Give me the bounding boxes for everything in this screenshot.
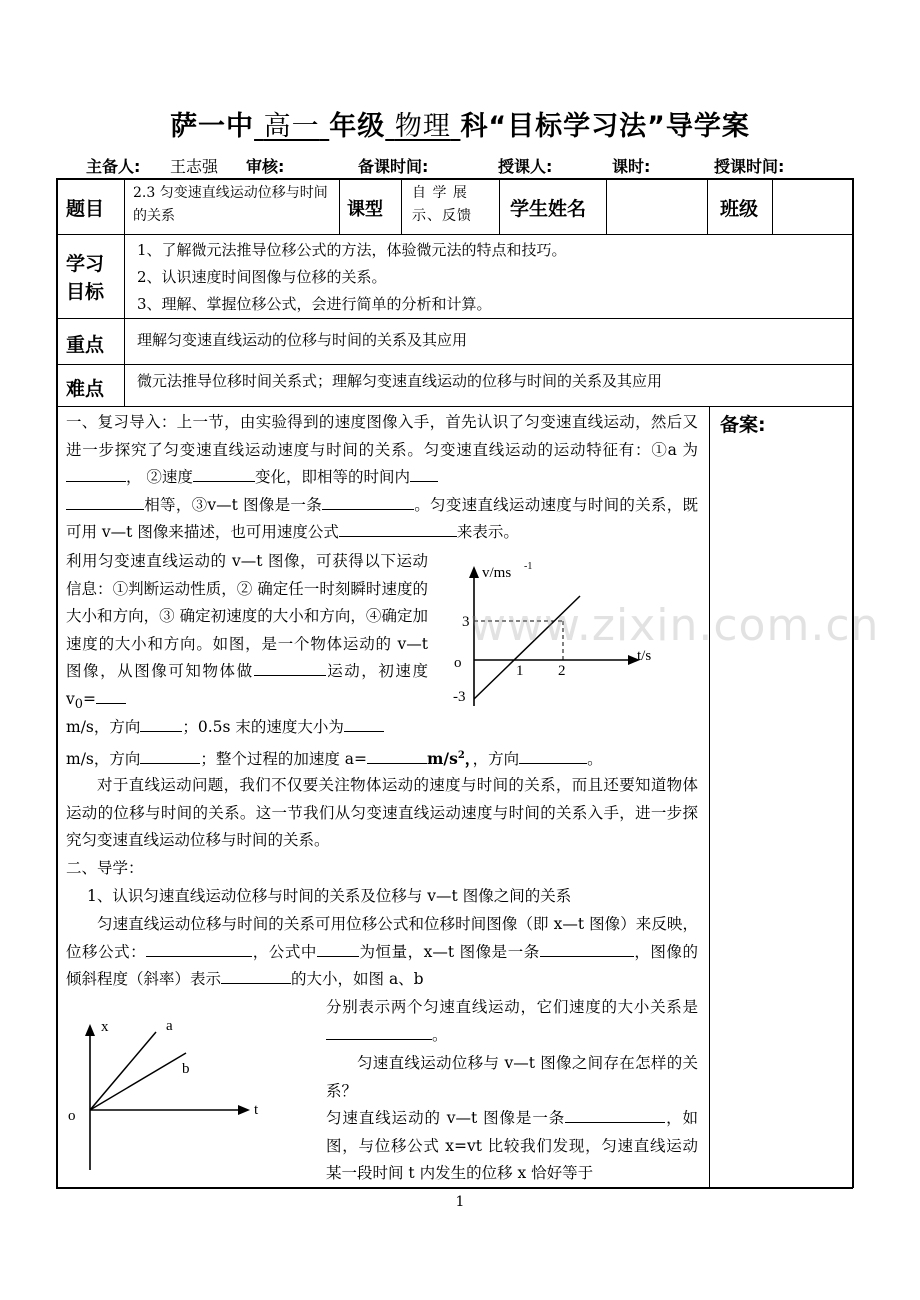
table-row-divider [56,364,853,365]
blank-line [367,749,427,764]
grade-suffix: 年级 [329,111,386,142]
blank-line [317,942,359,957]
table-row-divider [56,234,853,235]
topic-label: 题目 [66,198,105,220]
blank-line [519,749,587,764]
goals-label: 学习目标 [66,253,105,303]
topic-value: 2.3 匀变速直线运动位移与时间的关系 [133,185,328,224]
xt-y-label: x [101,1019,109,1035]
difficult-point-value: 微元法推导位移时间关系式；理解匀变速直线运动的位移与时间的关系及其应用 [137,372,663,390]
table-col-divider [606,178,607,235]
speed-compare-text [326,994,698,1049]
text-run: 一、复习导入：上一节，由实验得到的速度图像入手，首先认识了匀变速直线运动，然后又进一步探究了匀变速直线运动速度与时间的关系。匀变速直线运动的运动特征有：①a 为 [66,413,698,459]
text-run: 运动，初速度 v [66,662,428,708]
vt-x-tick-1: 1 [516,663,524,679]
text-run: 相等，③v—t 图像是一条 [144,495,322,514]
text-run: ， ②速度 [126,468,193,486]
blank-line [96,689,126,704]
text-run: 匀速直线运动的 v—t 图像是一条 [326,1109,566,1127]
superscript: 2 [457,750,465,761]
vt-graph-questions [66,714,428,742]
text-run: 分别表示两个匀速直线运动，它们速度的大小关系是 [326,998,698,1016]
goal-item-2: 2、认识速度时间图像与位移的关系。 [137,268,387,286]
vt-y-label-sup: -1 [524,561,533,572]
vt-x-tick-2: 2 [558,663,566,679]
prep-time-label: 备课时间: [358,157,429,176]
table-border-right [852,178,854,1188]
text-run: = [82,689,96,708]
section-2-heading: 二、导学： [66,859,144,877]
title-rest: 科“目标学习法”导学案 [460,111,750,142]
text-run: 变化，即相等的时间内 [254,468,410,486]
xt-graph [60,1010,280,1180]
vt-y-label: v/ms [482,565,512,581]
vt-y-axis-arrow [469,566,479,578]
preparer-name: 王志强 [170,157,219,176]
xt-line-a-label: a [166,1018,173,1034]
blank-line [193,467,255,482]
text-run: m/s [427,749,458,769]
transition-paragraph: 对于直线运动问题，我们不仅要关注物体运动的速度与时间的关系，而且还要知道物体运动的位移与时间的关系。这一节我们从匀变速直线运动速度与时间的关系入手，进一步探究匀变速直线运动位移与时间的关系。 [66,776,698,849]
goal-item-3: 3、理解、掌握位移公式，会进行简单的分析和计算。 [137,295,492,313]
table-col-divider [499,178,500,235]
uniform-motion-paragraph [66,911,698,994]
grade-blank [254,111,329,142]
text-run: ；0.5s 末的速度大小为 [182,718,344,736]
vt-origin-label: o [454,655,462,671]
text-run: m/s，方向 [66,750,141,769]
watermark: www.zixin.com.cn [470,600,880,651]
class-label: 班级 [720,198,759,220]
text-run: 匀速直线运动位移与时间的关系可用位移公式和位移时间图像（即 x—t 图像）来反映，位移公式： [66,915,698,961]
key-point-value: 理解匀变速直线运动的位移与时间的关系及其应用 [137,331,468,349]
preparer-label: 主备人: [86,157,141,176]
blank-line [254,661,326,676]
table-col-divider [339,178,340,235]
difficult-point-label: 难点 [66,378,105,400]
vt-x-label: t/s [637,648,652,664]
table-border-left [56,178,58,1188]
blank-line [344,717,384,732]
text-run: 。 [432,1025,448,1044]
vt-uniform-paragraph [326,1105,698,1188]
text-run: 利用匀变速直线运动的 v—t 图像，可获得以下运动信息：①判断运动性质，② 确定任一时刻瞬时速度的大小和方向，③ 确定初速度的大小和方向，④确定加速度的大小和方向。如图，是一个物体运动的 v—t 图像，从图像可知物体做 [66,552,428,680]
school-name: 萨一中 [170,111,255,142]
goal-item-1: 1、了解微元法推导位移公式的方法，体验微元法的特点和技巧。 [137,241,567,259]
vt-y-tick-neg3: -3 [453,689,466,705]
xt-x-label: t [254,1102,259,1118]
text-run: ；整个过程的加速度 a= [200,750,368,769]
xt-origin-label: o [68,1108,76,1124]
type-label: 课型 [347,199,383,220]
blank-line [322,495,414,510]
blank-line [140,717,182,732]
type-value: 自 学 展 示、反馈 [412,185,472,224]
period-label: 课时: [612,157,651,176]
text-run: ，方向 [472,750,520,769]
xt-y-axis-arrow [85,1024,95,1036]
blank-line [66,495,144,510]
blank-line [326,1025,432,1040]
text-run: ，如图，与位移公式 x=vt 比较我们发现，匀速直线运动某一段时间 t 内发生的位移 x 恰好等于 [326,1109,698,1182]
table-row-divider [56,406,853,407]
table-col-divider [124,178,125,407]
text-run: 。 [587,750,603,769]
teach-time-label: 授课时间: [714,157,785,176]
table-row-divider [56,318,853,319]
blank-line [540,942,634,957]
table-col-divider [401,178,402,235]
review-intro-paragraph [66,409,698,547]
blank-line [565,1108,665,1123]
blank-line [146,942,252,957]
xt-line-b [90,1053,186,1110]
subject-value: 物理 [394,111,451,142]
vt-graph-paragraph [66,548,428,718]
page-number: 1 [455,1194,465,1210]
section-2-item-1: 1、认识匀速直线运动位移与时间的关系及位移与 v—t 图像之间的关系 [87,887,572,905]
notes-label: 备案: [720,414,766,436]
text-run: m/s，方向 [66,718,141,736]
text-run: 为恒量，x—t 图像是一条 [358,942,540,961]
table-border-top [56,178,853,180]
blank-line [140,749,200,764]
text-run: ，图像的倾斜程度（斜率）表示 [66,942,698,988]
xt-line-a [90,1032,156,1110]
text-run: 来表示。 [456,523,519,541]
xt-x-axis-arrow [238,1105,250,1115]
text-run: 。匀变速直线运动速度与时间的关系，既可用 v—t 图像来描述，也可用速度公式 [66,495,698,541]
grade-value: 高一 [263,111,320,142]
text-run: 的大小，如图 a、b [291,970,424,988]
student-name-label: 学生姓名 [510,198,587,220]
question-paragraph: 匀速直线运动位移与 v—t 图像之间存在怎样的关系？ [326,1054,698,1100]
blank-line [339,522,457,537]
blank-line [410,467,438,482]
teacher-label: 授课人: [498,157,553,176]
vt-y-tick-3: 3 [462,614,470,630]
xt-line-b-label: b [182,1061,190,1077]
text-run: ，公式中 [252,942,317,961]
page-title [0,104,920,143]
table-col-divider [772,178,773,235]
subscript: 0 [74,696,83,712]
blank-line [66,467,126,482]
table-col-divider [707,178,708,235]
notes-col-divider [709,406,710,1188]
blank-line [221,969,291,984]
key-point-label: 重点 [66,334,105,356]
subject-blank [385,111,460,142]
vt-graph-questions-2: m/s，方向 ；整个过程的加速度 $a= m/s^2$，，方向 。 [66,749,603,769]
reviewer-label: 审核: [246,157,285,176]
